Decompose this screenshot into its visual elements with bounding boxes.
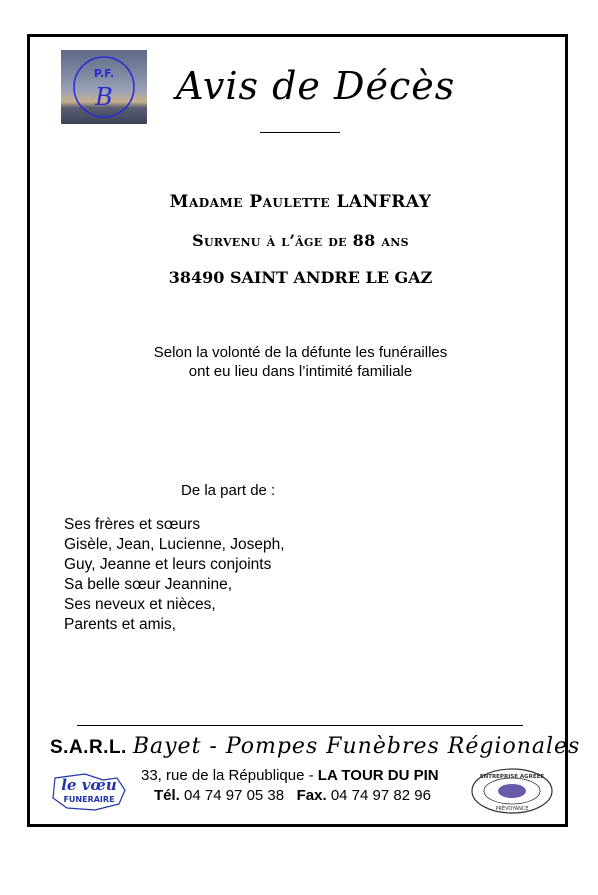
svg-text:ENTREPRISE AGRÉÉE: ENTREPRISE AGRÉÉE <box>479 774 545 780</box>
deceased-location: 38490 SAINT ANDRE LE GAZ <box>168 268 433 287</box>
company-contact <box>154 787 431 804</box>
footer-divider <box>77 725 523 726</box>
family-list <box>64 515 285 635</box>
fax-number: 04 74 97 82 96 <box>330 787 431 804</box>
entreprise-agreee-seal <box>469 767 555 815</box>
funeral-message <box>30 343 571 381</box>
family-line: Ses frères et sœurs <box>64 516 201 533</box>
family-line: Ses neveux et nièces, <box>64 596 216 613</box>
svg-text:PRÉVOYANCE: PRÉVOYANCE <box>495 806 529 812</box>
family-line: Sa belle sœur Jeannine, <box>64 576 233 593</box>
svg-text:FUNERAIRE: FUNERAIRE <box>63 795 115 804</box>
logo-letter-b: B <box>95 83 113 111</box>
address-street: 33, rue de la République - <box>141 767 318 784</box>
company-address <box>141 767 439 784</box>
company-line <box>50 734 580 759</box>
address-city: LA TOUR DU PIN <box>317 767 439 784</box>
tel-number: 04 74 97 05 38 <box>184 787 285 804</box>
deceased-age: Survenu à l’âge de 88 ans <box>192 231 409 250</box>
funeral-message-line1: Selon la volonté de la défunte les funérailles <box>153 344 448 361</box>
from-label: De la part de : <box>181 482 276 499</box>
company-name: Bayet - Pompes Funèbres Régionales <box>132 734 581 759</box>
family-line: Gisèle, Jean, Lucienne, Joseph, <box>64 536 285 553</box>
tel-label: Tél. <box>154 787 180 804</box>
fax-label: Fax. <box>296 787 327 804</box>
funeral-message-line2: ont eu lieu dans l’intimité familiale <box>188 363 413 380</box>
logo-letters-pf: P.F. <box>93 67 115 80</box>
title-divider <box>260 132 340 133</box>
svg-text:le vœu: le vœu <box>61 776 117 794</box>
family-line: Parents et amis, <box>64 616 176 633</box>
notice-title: Avis de Décès <box>176 64 456 108</box>
notice-border <box>27 34 568 827</box>
company-type: S.A.R.L. <box>50 737 127 758</box>
family-line: Guy, Jeanne et leurs conjoints <box>64 556 272 573</box>
le-voeu-funeraire-logo <box>45 770 135 812</box>
deceased-name: Madame Paulette LANFRAY <box>169 192 432 212</box>
pf-b-logo <box>61 50 147 124</box>
